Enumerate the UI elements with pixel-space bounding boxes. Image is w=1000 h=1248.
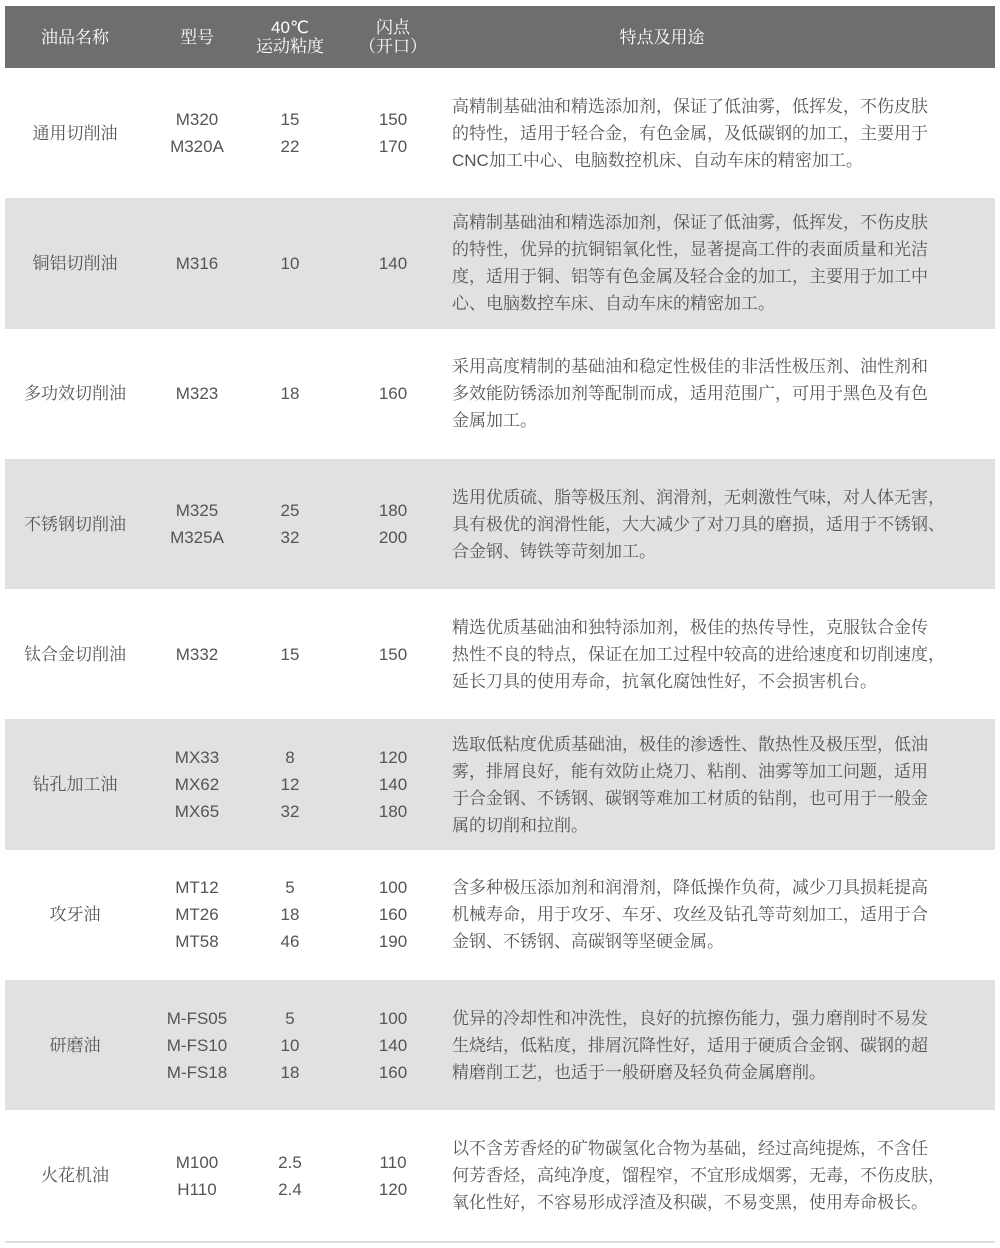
features-cell [452, 850, 992, 980]
features-text: 精磨削工艺，也适于一般研磨及轻负荷金属磨削。 [452, 1062, 826, 1082]
model-text: MT26 [175, 905, 219, 925]
header-features-label: 特点及用途 [619, 27, 705, 47]
model-cell [137, 68, 257, 198]
viscosity-cell [245, 198, 335, 328]
features-text: 于合金钢、不锈钢、碳钢等难加工材质的钻削，也可用于一般金 [452, 788, 928, 808]
viscosity-cell [245, 1110, 335, 1240]
features-text: 精选优质基础油和独特添加剂，极佳的热传导性，克服钛合金传 [452, 617, 928, 637]
table-row [5, 719, 995, 849]
features-text: 延长刀具的使用寿命，抗氧化腐蚀性好，不会损害机台。 [452, 671, 877, 691]
features-cell [452, 68, 992, 198]
features-text: 优异的冷却性和冲洗性，良好的抗擦伤能力，强力磨削时不易发 [452, 1008, 928, 1028]
viscosity-text: 2.4 [278, 1179, 302, 1199]
viscosity-text: 15 [280, 644, 300, 664]
oil-spec-table [5, 6, 995, 1243]
model-text: MX33 [174, 748, 220, 768]
viscosity-text: 5 [285, 1008, 295, 1028]
flash-text: 160 [378, 1062, 408, 1082]
features-text: 选取低粘度优质基础油，极佳的渗透性、散热性及极压型，低油 [452, 734, 928, 754]
model-text: M325A [170, 528, 224, 548]
flash-text: 170 [378, 137, 408, 157]
features-cell [452, 198, 992, 328]
features-text: 合金钢、铸铁等苛刻加工。 [452, 541, 656, 561]
flash-text: 140 [378, 1035, 408, 1055]
header-features [452, 6, 872, 68]
features-text: CNC加工中心、电脑数控机床、自动车床的精密加工。 [452, 150, 863, 170]
flash-text: 160 [378, 384, 408, 404]
features-text: 金钢、不锈钢、高碳钢等坚硬金属。 [452, 932, 724, 952]
table-row [5, 1110, 995, 1240]
flash-cell [345, 980, 441, 1110]
features-cell [452, 329, 992, 459]
viscosity-text: 15 [280, 110, 300, 130]
model-text: M320 [175, 110, 219, 130]
model-text: H110 [177, 1179, 217, 1199]
flash-text: 200 [378, 528, 408, 548]
flash-text: 140 [378, 775, 408, 795]
flash-text: 110 [379, 1152, 407, 1172]
header-viscosity-line: 40℃ [270, 18, 309, 37]
header-flash [345, 6, 441, 68]
features-text: 高精制基础油和精选添加剂，保证了低油雾，低挥发，不伤皮肤 [452, 96, 928, 116]
viscosity-text: 2.5 [278, 1152, 302, 1172]
viscosity-text: 10 [280, 1035, 300, 1055]
model-cell [137, 980, 257, 1110]
viscosity-text: 8 [285, 748, 295, 768]
header-viscosity [245, 6, 335, 68]
model-text: MX65 [174, 802, 220, 822]
features-text: 生烧结，低粘度，排屑沉降性好，适用于硬质合金钢、碳钢的超 [452, 1035, 928, 1055]
name-text: 通用切削油 [32, 123, 118, 143]
name-cell [5, 459, 145, 589]
model-cell [137, 589, 257, 719]
name-text: 火花机油 [41, 1166, 109, 1186]
name-text: 多功效切削油 [24, 384, 126, 404]
viscosity-cell [245, 68, 335, 198]
features-text: 机械寿命，用于攻牙、车牙、攻丝及钻孔等苛刻加工，适用于合 [452, 905, 928, 925]
name-cell [5, 850, 145, 980]
model-text: M323 [175, 384, 219, 404]
flash-cell [345, 850, 441, 980]
flash-text: 180 [378, 802, 408, 822]
features-text: 何芳香烃，高纯净度，馏程窄，不宜形成烟雾，无毒，不伤皮肤， [452, 1166, 945, 1186]
name-text: 研磨油 [49, 1035, 101, 1055]
table-header [5, 6, 995, 68]
features-text: 的特性，适用于轻合金，有色金属，及低碳钢的加工，主要用于 [452, 123, 928, 143]
name-cell [5, 1110, 145, 1240]
table-bottom-border [5, 1241, 995, 1243]
header-name-label: 油品名称 [41, 27, 109, 47]
viscosity-text: 18 [280, 1062, 300, 1082]
viscosity-cell [245, 459, 335, 589]
flash-text: 150 [378, 644, 408, 664]
model-text: M-FS18 [166, 1062, 228, 1082]
features-text: 度，适用于铜、铝等有色金属及轻合金的加工，主要用于加工中 [452, 267, 928, 287]
flash-cell [345, 1110, 441, 1240]
features-text: 高精制基础油和精选添加剂，保证了低油雾，低挥发，不伤皮肤 [452, 213, 928, 233]
model-cell [137, 459, 257, 589]
features-cell [452, 459, 992, 589]
model-text: MT12 [175, 878, 219, 898]
table-row [5, 68, 995, 198]
header-flash-line: 闪点 [376, 18, 410, 37]
flash-cell [345, 459, 441, 589]
flash-cell [345, 329, 441, 459]
flash-text: 140 [378, 253, 408, 273]
features-text: 金属加工。 [452, 411, 537, 431]
viscosity-text: 22 [280, 137, 300, 157]
features-cell [452, 980, 992, 1110]
flash-cell [345, 719, 441, 849]
viscosity-text: 18 [280, 905, 300, 925]
viscosity-text: 32 [280, 802, 300, 822]
flash-text: 100 [378, 878, 408, 898]
name-cell [5, 980, 145, 1110]
features-text: 热性不良的特点，保证在加工过程中较高的进给速度和切削速度， [452, 644, 945, 664]
features-cell [452, 589, 992, 719]
model-cell [137, 329, 257, 459]
table-row [5, 980, 995, 1110]
name-text: 不锈钢切削油 [24, 514, 126, 534]
flash-cell [345, 68, 441, 198]
viscosity-text: 5 [285, 878, 295, 898]
flash-cell [345, 589, 441, 719]
flash-text: 120 [378, 1179, 408, 1199]
table-body [5, 68, 995, 1241]
model-text: M-FS05 [166, 1008, 228, 1028]
flash-text: 180 [378, 501, 408, 521]
name-cell [5, 719, 145, 849]
features-text: 的特性，优异的抗铜铝氧化性，显著提高工件的表面质量和光洁 [452, 240, 928, 260]
features-text: 选用优质硫、脂等极压剂、润滑剂，无刺激性气味，对人体无害， [452, 487, 945, 507]
model-text: M-FS10 [166, 1035, 228, 1055]
features-text: 雾，排屑良好，能有效防止烧刀、粘削、油雾等加工问题，适用 [452, 761, 928, 781]
header-viscosity-line: 运动粘度 [256, 37, 324, 56]
viscosity-text: 10 [280, 253, 300, 273]
features-text: 含多种极压添加剂和润滑剂，降低操作负荷，减少刀具损耗提高 [452, 878, 928, 898]
viscosity-text: 12 [280, 775, 300, 795]
features-text: 属的切削和拉削。 [452, 815, 588, 835]
viscosity-cell [245, 719, 335, 849]
model-text: M332 [175, 644, 219, 664]
name-text: 钻孔加工油 [32, 775, 118, 795]
features-text: 采用高度精制的基础油和稳定性极佳的非活性极压剂、油性剂和 [452, 357, 928, 377]
flash-text: 150 [378, 110, 408, 130]
table-row [5, 198, 995, 328]
viscosity-cell [245, 589, 335, 719]
model-text: MT58 [175, 932, 219, 952]
viscosity-cell [245, 980, 335, 1110]
flash-text: 120 [378, 748, 408, 768]
name-text: 攻牙油 [49, 905, 101, 925]
features-cell [452, 1110, 992, 1240]
table-row [5, 329, 995, 459]
name-text: 铜铝切削油 [32, 253, 118, 273]
table-row [5, 850, 995, 980]
model-text: M325 [175, 501, 219, 521]
model-text: M320A [170, 137, 224, 157]
viscosity-text: 32 [280, 528, 300, 548]
flash-text: 160 [378, 905, 408, 925]
table-row [5, 589, 995, 719]
model-text: M316 [175, 253, 219, 273]
header-model [137, 6, 257, 68]
table-row [5, 459, 995, 589]
viscosity-cell [245, 329, 335, 459]
model-cell [137, 850, 257, 980]
features-text: 具有极优的润滑性能，大大减少了对刀具的磨损，适用于不锈钢、 [452, 514, 945, 534]
model-cell [137, 719, 257, 849]
name-cell [5, 329, 145, 459]
flash-text: 100 [378, 1008, 408, 1028]
features-text: 氧化性好，不容易形成浮渣及积碳，不易变黑，使用寿命极长。 [452, 1193, 928, 1213]
name-cell [5, 589, 145, 719]
header-model-label: 型号 [180, 27, 214, 47]
name-cell [5, 198, 145, 328]
viscosity-text: 46 [280, 932, 300, 952]
flash-cell [345, 198, 441, 328]
model-cell [137, 198, 257, 328]
name-cell [5, 68, 145, 198]
features-text: 多效能防锈添加剂等配制而成，适用范围广，可用于黑色及有色 [452, 384, 928, 404]
viscosity-text: 18 [280, 384, 300, 404]
flash-text: 190 [378, 932, 408, 952]
header-flash-line: （开口） [359, 37, 427, 56]
features-text: 以不含芳香烃的矿物碳氢化合物为基础，经过高纯提炼，不含任 [452, 1139, 928, 1159]
model-text: MX62 [174, 775, 220, 795]
viscosity-text: 25 [280, 501, 300, 521]
header-name [5, 6, 145, 68]
viscosity-cell [245, 850, 335, 980]
features-cell [452, 719, 992, 849]
model-cell [137, 1110, 257, 1240]
model-text: M100 [175, 1152, 219, 1172]
name-text: 钛合金切削油 [24, 644, 126, 664]
features-text: 心、电脑数控车床、自动车床的精密加工。 [452, 294, 775, 314]
